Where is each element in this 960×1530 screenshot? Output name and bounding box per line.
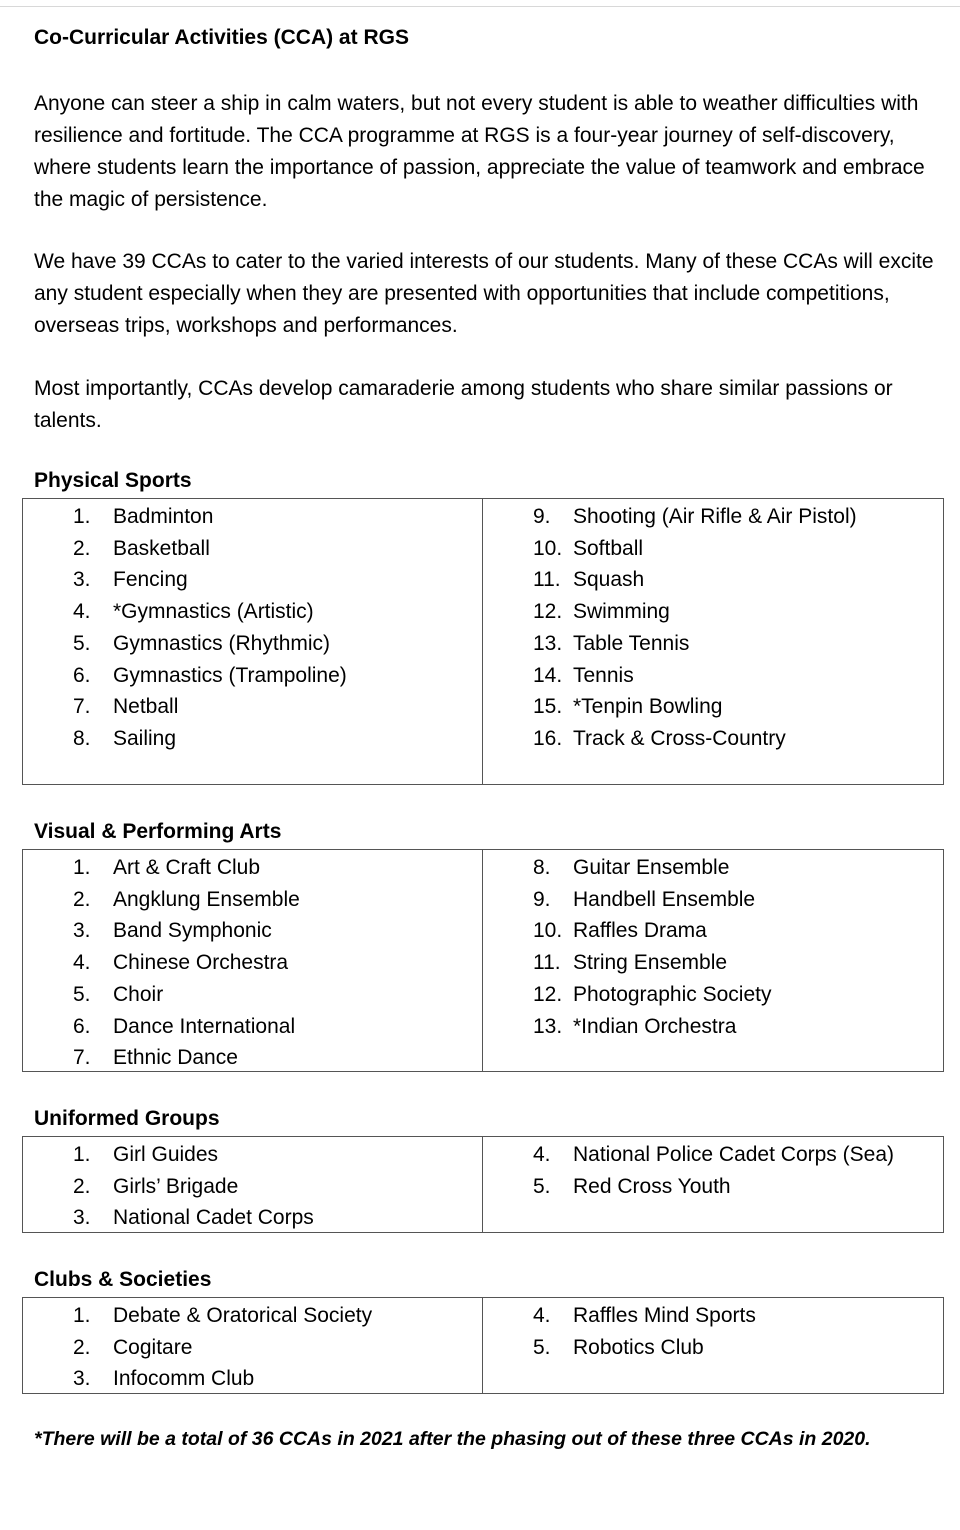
item-name: Track & Cross-Country — [573, 726, 786, 750]
intro-paragraph-1: Anyone can steer a ship in calm waters, but not every student is able to weather difficulties with resilience and fortitude. The CCA programme at RGS is a four-year journey of self-discovery, where students learn the importance of passion, appreciate the value of teamwork and embrace the magic of persistence. — [34, 92, 925, 211]
item-number: 2. — [73, 536, 91, 560]
item-number: 1. — [73, 1304, 91, 1327]
item-number: 2. — [73, 887, 91, 911]
item-number: 16. — [533, 726, 563, 750]
item-name: Band Symphonic — [113, 919, 272, 943]
list-item — [533, 691, 943, 723]
list-item — [73, 1363, 482, 1395]
cca-list — [533, 852, 943, 1042]
item-name: Badminton — [113, 505, 214, 528]
item-name: *Gymnastics (Artistic) — [113, 600, 314, 624]
section-title-uniformed-groups: Uniformed Groups — [34, 1107, 220, 1130]
clubs-societies-table — [22, 1297, 944, 1394]
item-name: Swimming — [573, 600, 670, 624]
list-item — [73, 1300, 482, 1332]
item-number: 8. — [73, 726, 91, 750]
item-name: Gymnastics (Rhythmic) — [113, 631, 331, 655]
cca-list — [533, 1139, 943, 1202]
list-item — [73, 915, 482, 947]
item-name: Infocomm Club — [113, 1367, 255, 1391]
list-item — [73, 691, 482, 723]
list-item — [73, 628, 482, 660]
cca-list — [73, 1300, 482, 1395]
item-name: National Cadet Corps — [113, 1206, 314, 1230]
list-item — [533, 564, 943, 596]
item-number: 5. — [533, 1174, 551, 1198]
item-number: 15. — [533, 695, 563, 719]
item-number: 1. — [73, 1143, 91, 1166]
item-name: Tennis — [573, 663, 634, 687]
item-name: *Tenpin Bowling — [573, 695, 723, 719]
item-number: 4. — [73, 951, 91, 975]
item-number: 9. — [533, 887, 551, 911]
item-name: Softball — [573, 536, 644, 560]
item-name: Raffles Mind Sports — [573, 1304, 756, 1327]
item-name: Table Tennis — [573, 631, 690, 655]
item-number: 9. — [533, 505, 551, 528]
cca-list — [73, 852, 482, 1074]
item-name: Dance International — [113, 1014, 296, 1038]
section-title-physical-sports: Physical Sports — [34, 469, 192, 492]
list-item — [73, 1171, 482, 1203]
list-item — [73, 884, 482, 916]
item-number: 5. — [73, 631, 91, 655]
list-item — [533, 979, 943, 1011]
list-item — [73, 501, 482, 533]
list-item — [533, 947, 943, 979]
item-name: National Police Cadet Corps (Sea) — [573, 1143, 894, 1166]
item-number: 13. — [533, 631, 563, 655]
item-number: 4. — [73, 600, 91, 624]
item-number: 4. — [533, 1304, 551, 1327]
item-number: 12. — [533, 982, 563, 1006]
table-column-left — [23, 499, 483, 784]
item-name: Sailing — [113, 726, 177, 750]
list-item — [533, 533, 943, 565]
intro-paragraph-2: We have 39 CCAs to cater to the varied interests of our students. Many of these CCAs will excite any student especially when they are presented with opportunities that include competitions, overseas trips, workshops and performances. — [34, 250, 934, 337]
item-name: Squash — [573, 568, 645, 592]
item-number: 12. — [533, 600, 563, 624]
list-item — [533, 596, 943, 628]
item-number: 3. — [73, 919, 91, 943]
list-item — [533, 501, 943, 533]
cca-list — [73, 1139, 482, 1234]
item-number: 6. — [73, 1014, 91, 1038]
item-number: 13. — [533, 1014, 563, 1038]
item-number: 7. — [73, 1046, 91, 1070]
list-item — [73, 1011, 482, 1043]
item-number: 11. — [533, 568, 561, 592]
item-name: Red Cross Youth — [573, 1174, 731, 1198]
item-number: 1. — [73, 856, 91, 879]
section-title-clubs-societies: Clubs & Societies — [34, 1268, 212, 1291]
table-column-right — [483, 850, 943, 1071]
list-item — [533, 660, 943, 692]
item-number: 11. — [533, 951, 561, 975]
item-name: Chinese Orchestra — [113, 951, 289, 975]
item-number: 2. — [73, 1335, 91, 1359]
list-item — [533, 1139, 943, 1171]
visual-performing-arts-table — [22, 849, 944, 1072]
item-number: 2. — [73, 1174, 91, 1198]
table-column-right — [483, 499, 943, 784]
list-item — [73, 1332, 482, 1364]
list-item — [73, 979, 482, 1011]
item-number: 10. — [533, 536, 563, 560]
item-name: Girls’ Brigade — [113, 1174, 239, 1198]
item-name: Basketball — [113, 536, 210, 560]
item-name: Girl Guides — [113, 1143, 219, 1166]
list-item — [533, 1171, 943, 1203]
list-item — [533, 1011, 943, 1043]
item-number: 8. — [533, 856, 551, 879]
table-column-right — [483, 1137, 943, 1232]
item-number: 10. — [533, 919, 563, 943]
item-number: 3. — [73, 1206, 91, 1230]
item-name: Fencing — [113, 568, 188, 592]
item-number: 1. — [73, 505, 91, 528]
cca-list — [73, 501, 482, 755]
item-number: 3. — [73, 1367, 91, 1391]
list-item — [533, 1332, 943, 1364]
cca-list — [533, 1300, 943, 1363]
list-item — [73, 947, 482, 979]
item-name: Debate & Oratorical Society — [113, 1304, 373, 1327]
item-name: Handbell Ensemble — [573, 887, 756, 911]
intro-paragraph-3: Most importantly, CCAs develop camaraderie among students who share similar passions or talents. — [34, 377, 893, 432]
section-title-visual-performing-arts: Visual & Performing Arts — [34, 820, 282, 843]
item-name: Robotics Club — [573, 1335, 704, 1359]
item-name: Angklung Ensemble — [113, 887, 300, 911]
item-name: Photographic Society — [573, 982, 772, 1006]
list-item — [533, 915, 943, 947]
item-number: 4. — [533, 1143, 551, 1166]
list-item — [73, 723, 482, 755]
item-name: Art & Craft Club — [113, 856, 261, 879]
list-item — [533, 1300, 943, 1332]
item-number: 6. — [73, 663, 91, 687]
list-item — [73, 660, 482, 692]
cca-list — [533, 501, 943, 755]
item-name: Netball — [113, 695, 179, 719]
list-item — [73, 1042, 482, 1074]
item-name: Shooting (Air Rifle & Air Pistol) — [573, 505, 857, 528]
list-item — [73, 852, 482, 884]
item-name: Ethnic Dance — [113, 1046, 238, 1070]
list-item — [73, 533, 482, 565]
list-item — [533, 852, 943, 884]
list-item — [73, 1139, 482, 1171]
list-item — [73, 564, 482, 596]
item-name: Raffles Drama — [573, 919, 707, 943]
physical-sports-table — [22, 498, 944, 785]
item-name: Cogitare — [113, 1335, 193, 1359]
list-item — [533, 884, 943, 916]
item-name: String Ensemble — [573, 951, 728, 975]
table-column-left — [23, 1298, 483, 1393]
item-number: 5. — [533, 1335, 551, 1359]
footnote: *There will be a total of 36 CCAs in 2021 after the phasing out of these three CCAs in 2020. — [34, 1428, 871, 1450]
item-number: 5. — [73, 982, 91, 1006]
item-name: Guitar Ensemble — [573, 856, 730, 879]
list-item — [533, 723, 943, 755]
item-name: Choir — [113, 982, 164, 1006]
item-name: Gymnastics (Trampoline) — [113, 663, 347, 687]
table-column-left — [23, 850, 483, 1071]
item-number: 3. — [73, 568, 91, 592]
page-title: Co-Curricular Activities (CCA) at RGS — [34, 26, 409, 49]
list-item — [533, 628, 943, 660]
table-column-right — [483, 1298, 943, 1393]
list-item — [73, 596, 482, 628]
item-number: 14. — [533, 663, 563, 687]
uniformed-groups-table — [22, 1136, 944, 1233]
table-column-left — [23, 1137, 483, 1232]
item-number: 7. — [73, 695, 91, 719]
top-divider — [0, 6, 960, 7]
list-item — [73, 1202, 482, 1234]
item-name: *Indian Orchestra — [573, 1014, 737, 1038]
